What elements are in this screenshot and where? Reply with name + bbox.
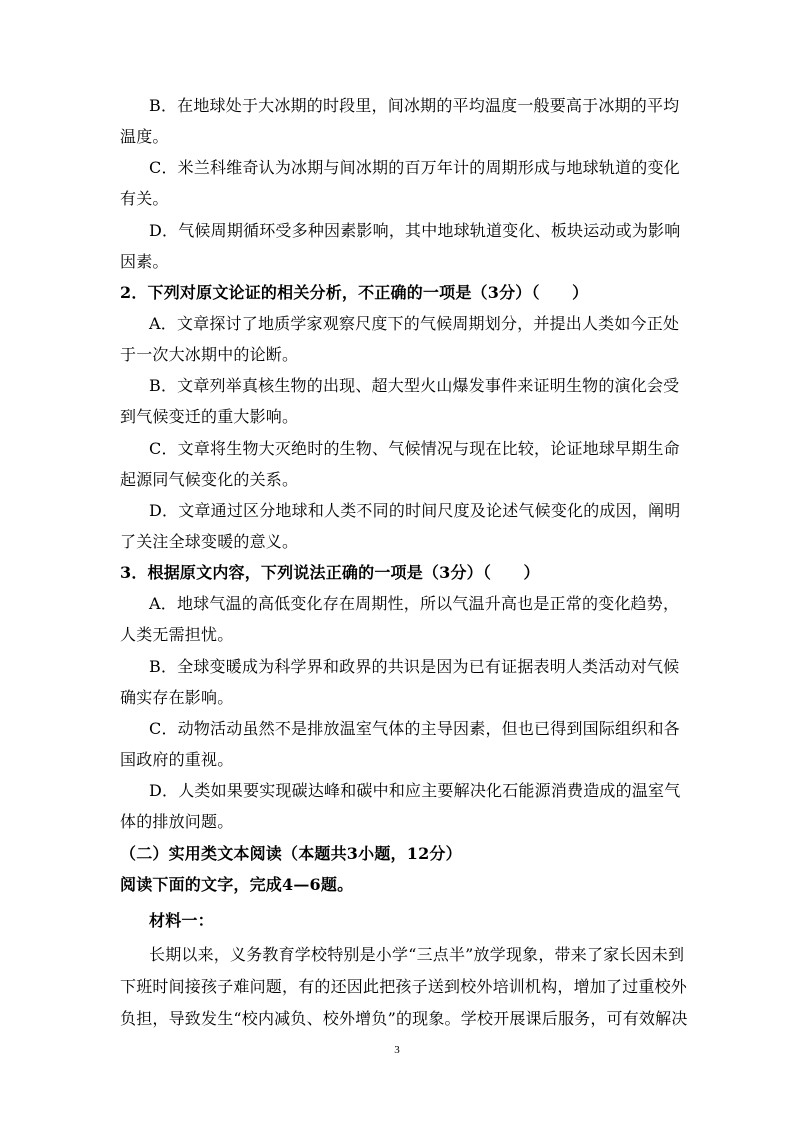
q1-option-b-line1: B．在地球处于大冰期的时段里，间冰期的平均温度一般要高于冰期的平均	[149, 96, 680, 115]
section-heading: （二）实用类文本阅读（本题共3小题，12分）	[120, 844, 462, 863]
q1-option-c-line2: 有关。	[120, 189, 169, 208]
q2-option-b-line1: B．文章列举真核生物的出现、超大型火山爆发事件来证明生物的演化会受	[149, 376, 680, 395]
q2-option-c-line2: 起源同气候变化的关系。	[120, 470, 299, 489]
q2-option-a-line2: 于一次大冰期中的论断。	[120, 345, 299, 364]
q3-stem: 3．根据原文内容，下列说法正确的一项是（3分）（ ）	[120, 563, 540, 582]
q2-option-a-line1: A．文章探讨了地质学家观察尺度下的气候周期划分，并提出人类如今正处	[149, 314, 680, 333]
q3-option-c-line2: 国政府的重视。	[120, 750, 234, 769]
q3-option-d-line1: D．人类如果要实现碳达峰和碳中和应主要解决化石能源消费造成的温室气	[149, 781, 681, 800]
q3-option-c-line1: C．动物活动虽然不是排放温室气体的主导因素，但也已得到国际组织和各	[149, 719, 680, 738]
material-paragraph-line2: 下班时间接孩子难问题，有的还因此把孩子送到校外培训机构，增加了过重校外	[120, 977, 688, 996]
q2-option-d-line1: D．文章通过区分地球和人类不同的时间尺度及论述气候变化的成因，阐明	[149, 501, 681, 520]
material-title: 材料一：	[149, 911, 214, 930]
material-paragraph-line1: 长期以来，义务教育学校特别是小学“三点半”放学现象，带来了家长因未到	[149, 945, 685, 964]
q3-option-b-line2: 确实存在影响。	[120, 688, 234, 707]
q2-option-c-line1: C．文章将生物大灭绝时的生物、气候情况与现在比较，论证地球早期生命	[149, 439, 680, 458]
material-paragraph-line3: 负担，导致发生“校内减负、校外增负”的现象。学校开展课后服务，可有效解决	[120, 1009, 688, 1028]
q2-option-d-line2: 了关注全球变暖的意义。	[120, 532, 299, 551]
q2-option-b-line2: 到气候变迁的重大影响。	[120, 407, 299, 426]
q3-option-d-line2: 体的排放问题。	[120, 812, 234, 831]
q3-option-a-line2: 人类无需担忧。	[120, 625, 234, 644]
q1-option-b-line2: 温度。	[120, 127, 169, 146]
q2-stem: 2．下列对原文论证的相关分析，不正确的一项是（3分）（ ）	[120, 283, 589, 302]
page-number: 3	[394, 1044, 400, 1056]
q3-option-b-line1: B．全球变暖成为科学界和政界的共识是因为已有证据表明人类活动对气候	[149, 657, 680, 676]
q1-option-d-line2: 因素。	[120, 252, 169, 271]
q1-option-d-line1: D．气候周期循环受多种因素影响，其中地球轨道变化、板块运动或为影响	[149, 221, 681, 240]
q1-option-c-line1: C．米兰科维奇认为冰期与间冰期的百万年计的周期形成与地球轨道的变化	[149, 158, 680, 177]
section-instruction: 阅读下面的文字，完成4—6题。	[120, 875, 354, 894]
q3-option-a-line1: A．地球气温的高低变化存在周期性，所以气温升高也是正常的变化趋势，	[149, 594, 680, 613]
